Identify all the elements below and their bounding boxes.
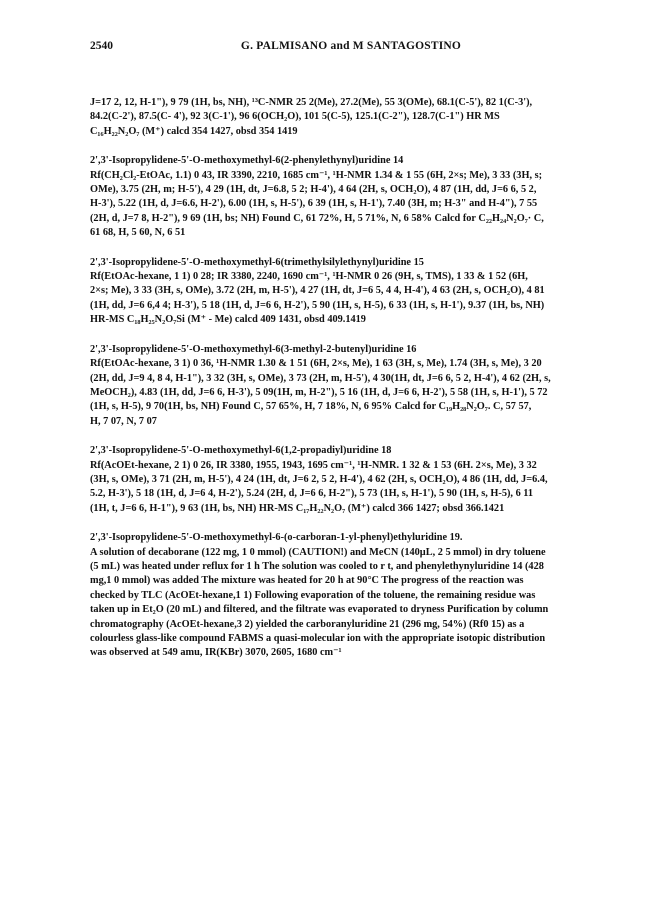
running-head: G. PALMISANO and M SANTAGOSTINO <box>240 40 462 52</box>
text-line: (1H, t, J=6 6, H-1"), 9 63 (1H, bs, NH) HR-MS C₁₇H₂₂N₂O₇ (M⁺) calcd 366 1427; obsd 366.1421 <box>90 502 505 514</box>
text-line: (1H, s, H-5), 9 70(1H, bs, NH) Found C, 57 65%, H, 7 18%, N, 6 95% Calcd for C₁₉H₂₈N₂O₇. C, 57 57, <box>90 401 532 413</box>
page-header <box>90 40 612 56</box>
text-line: C₁₆H₂₂N₂O₇ (M⁺) calcd 354 1427, obsd 354 1419 <box>90 125 298 137</box>
compound-title: 2',3'-Isopropylidene-5'-O-methoxymethyl-6(1,2-propadiyl)uridine 18 <box>90 445 392 457</box>
text-line: MeOCH₂), 4.83 (1H, dd, J=6 6, H-3'), 5 09(1H, m, H-2"), 5 16 (1H, d, J=6 6, H-2'), 5 58 (1H, s, H-1'), 5 72 <box>90 386 548 398</box>
continuation-paragraph <box>90 96 612 139</box>
text-line: colourless glass-like compound FABMS a quasi-molecular ion with the appropriate isotopic distribution <box>90 633 546 644</box>
text-line: Rf(EtOAc-hexane, 1 1) 0 28; IR 3380, 2240, 1690 cm⁻¹, ¹H-NMR 0 26 (9H, s, TMS), 1 33 & 1 52 (6H, <box>90 271 528 283</box>
text-line: Rf(AcOEt-hexane, 2 1) 0 26, IR 3380, 1955, 1943, 1695 cm⁻¹, ¹H-NMR. 1 32 & 1 53 (6H. 2×s, Me), 3 32 <box>90 459 537 471</box>
text-line: 61 68, H, 5 60, N, 6 51 <box>90 227 186 239</box>
text-line: chromatography (AcOEt-hexane,3 2) yielded the carboranyluridine 21 (296 mg, 54%) (Rf0 15) as a <box>90 618 525 630</box>
compound-entry-19 <box>90 531 612 661</box>
text-line: H, 7 07, N, 7 07 <box>90 415 157 427</box>
text-line: (3H, s, OMe), 3 71 (2H, m, H-5'), 4 24 (1H, dt, J=6 2, 5 2, H-4'), 4 62 (2H, s, OCH₂O), 4 86 (1H, dd, J=6.4, <box>90 473 548 485</box>
text-line: A solution of decaborane (122 mg, 1 0 mmol) (CAUTION!) and MeCN (140µL, 2 5 mmol) in dry toluene <box>90 546 546 558</box>
text-line: checked by TLC (AcOEt-hexane,1 1) Following evaporation of the toluene, the remaining residue was <box>90 589 536 601</box>
text-line: (1H, dd, J=6 6,4 4; H-3'), 5 18 (1H, d, J=6 6, H-2'), 5 90 (1H, s, H-5), 6 33 (1H, s, H-1'), 9.37 (1H, bs, NH) <box>90 299 545 311</box>
compound-entry-14 <box>90 154 612 240</box>
text-line: taken up in Et₂O (20 mL) and filtered, and the filtrate was evaporated to dryness Purification by column <box>90 604 549 616</box>
text-line: HR-MS C₁₈H₂₅N₂O₇Si (M⁺ - Me) calcd 409 1431, obsd 409.1419 <box>90 314 366 326</box>
text-line: Rf(CH₂Cl₂-EtOAc, 1.1) 0 43, IR 3390, 2210, 1685 cm⁻¹, ¹H-NMR 1.34 & 1 55 (6H, 2×s; Me), 3 33 (3H, s; <box>90 169 543 181</box>
text-line: Rf(EtOAc-hexane, 3 1) 0 36, ¹H-NMR 1.30 & 1 51 (6H, 2×s, Me), 1 63 (3H, s, Me), 1.74 (3H, s, Me), 3 20 <box>90 358 542 370</box>
compound-entry-15 <box>90 256 612 328</box>
text-line: (5 mL) was heated under reflux for 1 h The solution was cooled to r t, and phenylethynyluridine 14 (428 <box>90 560 544 572</box>
text-line: (2H, dd, J=9 4, 8 4, H-1"), 3 32 (3H, s, OMe), 3 73 (2H, m, H-5'), 4 30(1H, dt, J=6 6, 5 2, H-4'), 4 62 (2H, s, <box>90 372 551 384</box>
text-line: mg,1 0 mmol) was added The mixture was heated for 20 h at 90°C The progress of the reaction was <box>90 575 524 587</box>
text-line: was observed at 549 amu, IR(KBr) 3070, 2605, 1680 cm⁻¹ <box>90 647 342 659</box>
compound-title: 2',3'-Isopropylidene-5'-O-methoxymethyl-6(2-phenylethynyl)uridine 14 <box>90 155 404 167</box>
text-line: (2H, d, J=7 8, H-2"), 9 69 (1H, bs; NH) Found C, 61 72%, H, 5 71%, N, 6 58% Calcd for C₂₂H₂₄N₂O₇· C, <box>90 212 544 224</box>
text-line: 84.2(C-2'), 87.5(C- 4'), 92 3(C-1'), 96 6(OCH₂O), 101 5(C-5), 125.1(C-2"), 128.7(C-1") HR MS <box>90 111 500 123</box>
text-line: J=17 2, 12, H-1"), 9 79 (1H, bs, NH), ¹³C-NMR 25 2(Me), 27.2(Me), 55 3(OMe), 68.1(C-5'), 82 1(C-3'), <box>90 97 533 108</box>
compound-entry-18 <box>90 444 612 516</box>
text-line: 5.2, H-3'), 5 18 (1H, d, J=6 4, H-2'), 5.24 (2H, d, J=6 6, H-2"), 5 73 (1H, s, H-1'), 5 90 (1H, s, H-5), 6 11 <box>90 488 534 500</box>
text-line: 2×s; Me), 3 33 (3H, s, OMe), 3.72 (2H, m, H-5'), 4 27 (1H, dt, J=6 5, 4 4, H-4'), 4 63 (2H, s, OCH₂O), 4 81 <box>90 285 545 297</box>
text-line: H-3'), 5.22 (1H, d, J=6.6, H-2'), 6.00 (1H, s, H-5'), 6 39 (1H, s, H-1'), 7.40 (3H, m; H-3" and H-4"), 7 55 <box>90 198 538 210</box>
compound-title: 2',3'-Isopropylidene-5'-O-methoxymethyl-6-(o-carboran-1-yl-phenyl)ethyluridine 19. <box>90 532 463 544</box>
compound-title: 2',3'-Isopropylidene-5'-O-methoxymethyl-6(3-methyl-2-butenyl)uridine 16 <box>90 343 417 355</box>
text-line: OMe), 3.75 (2H, m; H-5'), 4 29 (1H, dt, J=6.8, 5 2; H-4'), 4 64 (2H, s, OCH₂O), 4 87 (1H, dd, J=6 6, 5 2, <box>90 184 537 196</box>
compound-entry-16 <box>90 343 612 429</box>
compound-title: 2',3'-Isopropylidene-5'-O-methoxymethyl-6(trimethylsilylethynyl)uridine 15 <box>90 256 424 268</box>
page-number: 2540 <box>90 40 113 52</box>
document-body <box>90 96 612 676</box>
